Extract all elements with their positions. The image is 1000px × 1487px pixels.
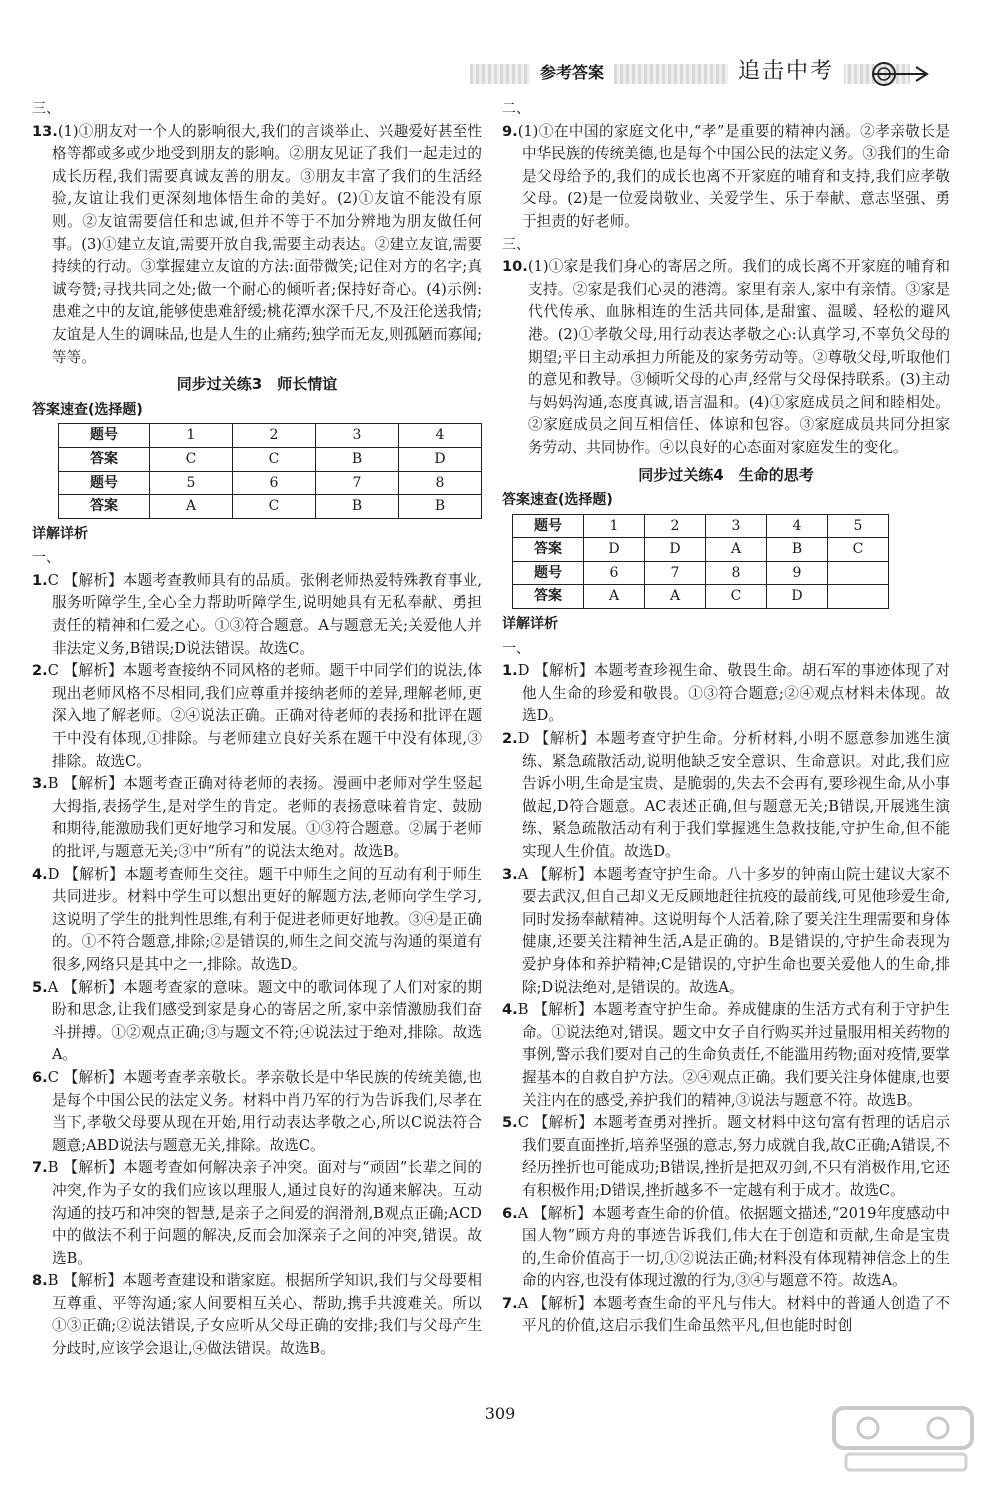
table-cell: D (399, 447, 482, 471)
table-cell: 题号 (59, 471, 150, 495)
detail-label: 详解详析 (502, 616, 558, 633)
item-text: A 【解析】本题考查生命的平凡与伟大。材料中的普通人创造了不平凡的价值,这启示我们生命虽然平凡,但也能时时创 (517, 1294, 950, 1335)
item-text: C 【解析】本题考查教师具有的品质。张俐老师热爱特殊教育事业,服务听障学生,全心全力帮助听障学生,说明她具有无私奉献、勇担责任的精神和仁爱之心。①③符合题意。A与题意无关;关爱他人并非法定义务,B错误;D说法错误。故选C。 (47, 571, 482, 657)
item-text: C 【解析】本题考查勇对挫折。题文材料中这句富有哲理的话启示我们要直面挫折,培养坚强的意志,努力成就自我,故C正确;A错误,不经历挫折也可能成功;B错误,挫折是把双刃剑,不只有消极作用,它还有积极作用;D错误,挫折越多不一定越有利于成才。故选C。 (517, 1114, 950, 1199)
answer-site-watermark-icon (828, 1404, 978, 1476)
section-label: 一、 (502, 640, 530, 657)
answer-item-5 (502, 1112, 950, 1202)
answer-item-6 (502, 1203, 950, 1293)
table-cell: C (233, 495, 316, 519)
item-number: 7. (502, 1294, 518, 1312)
table-cell (828, 585, 889, 609)
quick-check-label: 答案速查(选择题) (32, 401, 143, 418)
item-number: 6. (32, 1068, 48, 1086)
item-number: 6. (502, 1204, 518, 1222)
table-cell: 8 (399, 471, 482, 495)
item-text: B 【解析】本题考查如何解决亲子冲突。面对与“顽固”长辈之间的冲突,作为子女的我们应该以理服人,通过良好的沟通来解决。互动沟通的技巧和冲突的智慧,是亲子之间爱的润滑剂,B观点正确;ACD中的做法不利于问题的解决,反而会加深亲子之间的冲突,错误。故选B。 (47, 1159, 482, 1267)
section-label: 一、 (32, 550, 60, 567)
table-cell: 7 (645, 561, 706, 585)
item-text: A 【解析】本题考查家的意味。题文中的歌词体现了人们对家的期盼和思念,让我们感受到家是身心的寄居之所,家中亲情激励我们奋斗拼搏。①②观点正确;③与题文不符;④说法过于绝对,排除。故选A。 (47, 978, 482, 1064)
table-cell: 2 (233, 424, 316, 448)
answer-item-3 (502, 864, 950, 1000)
table-cell: 4 (767, 514, 828, 538)
item-text: B 【解析】本题考查守护生命。养成健康的生活方式有利于守护生命。①说法绝对,错误。题文中女子自行购买并过量服用相关药物的事例,警示我们要对自己的生命负责任,不能滥用药物;面对疫情,要掌握基本的自救自护方法。②④观点正确。我们要关注身体健康,也要关注内在的感受,养护我们的精神,③说法与题意不符。故选B。 (517, 1001, 950, 1109)
arrow-swirl-icon (870, 60, 930, 88)
section-label: 三、 (32, 101, 60, 117)
header-left-title: 参考答案 (530, 58, 614, 88)
item-text: B 【解析】本题考查正确对待老师的表扬。漫画中老师对学生竖起大拇指,表扬学生,是对学生的肯定。老师的表扬意味着肯定、鼓励和期待,能激励我们更好地学习和发展。①③符合题意。②属于老师的批评,与题意无关;③中“所有”的说法太绝对。故选B。 (47, 775, 482, 860)
quick-check-label: 答案速查(选择题) (502, 492, 613, 509)
item-number: 1. (32, 571, 48, 589)
table-cell: A (150, 495, 233, 519)
item-number: 8. (32, 1272, 48, 1290)
table-cell: C (706, 585, 767, 609)
answer-item-6 (32, 1067, 482, 1157)
table-cell: 2 (645, 514, 706, 538)
answer-item-4 (502, 999, 950, 1112)
exercise-title-3: 同步过关练3 师长情谊 (176, 375, 338, 394)
answer-item-5 (32, 977, 482, 1067)
item-text: A 【解析】本题考查生命的价值。依据题文描述,“2019年度感动中国人物”顾方舟的事迹告诉我们,伟大在于创造和贡献,生命是宝贵的,生命价值高于一切,①②说法正确;材料没有体现精神信念上的生命的内容,也没有体现过激的行为,③④与题意不符。故选A。 (517, 1204, 950, 1290)
header-right-title: 追击中考 (728, 54, 844, 90)
table-row (59, 471, 482, 495)
item-number: 1. (502, 662, 518, 680)
answer-item-4 (32, 864, 482, 977)
table-cell: 5 (828, 514, 889, 538)
table-row (513, 538, 889, 562)
table-row (513, 561, 889, 585)
table-cell: 答案 (59, 447, 150, 471)
item-text: (1)①在中国的家庭文化中,“孝”是重要的精神内涵。②孝亲敬长是中华民族的传统美德,也是每个中国公民的法定义务。③我们的生命是父母给予的,我们的成长也离不开家庭的哺育和支持,我们应孝敬父母。(2)是一位爱岗敬业、关爱学生、乐于奉献、意志坚强、勇于担责的好老师。 (517, 122, 950, 230)
table-cell: B (399, 495, 482, 519)
table-row (59, 495, 482, 519)
table-cell: A (706, 538, 767, 562)
answer-item-1 (32, 570, 482, 660)
table-cell: 1 (584, 514, 645, 538)
item-text: D 【解析】本题考查师生交往。题干中师生之间的互动有利于师生共同进步。材料中学生可以想出更好的解题方法,老师向学生学习,这说明了学生的批判性思维,有利于促进老师更好地教。③④是正确的。①不符合题意,排除;②是错误的,师生之间交流与沟通的渠道有很多,网络只是其中之一,排除。故选D。 (47, 865, 482, 973)
table-cell: 题号 (59, 424, 150, 448)
answer-item-3 (32, 773, 482, 863)
item-number: 9. (502, 122, 518, 140)
item-text: B 【解析】本题考查建设和谐家庭。根据所学知识,我们与父母要相互尊重、平等沟通;家人间要相互关心、帮助,携手共渡难关。所以①③正确;②说法错误,子女应听从父母正确的安排;我们与父母产生分歧时,应该学会退让,④做法错误。故选B。 (47, 1272, 482, 1358)
section-label: 二、 (502, 101, 530, 117)
table-cell: C (828, 538, 889, 562)
table-cell: D (645, 538, 706, 562)
answer-item-1 (502, 660, 950, 728)
page-number: 309 (484, 1404, 516, 1423)
table-cell: 3 (706, 514, 767, 538)
table-cell (828, 561, 889, 585)
table-cell: D (767, 585, 828, 609)
table-cell: 题号 (513, 514, 584, 538)
item-text: A 【解析】本题考查守护生命。八十多岁的钟南山院士建议大家不要去武汉,但自己却义无反顾地赶往抗疫的最前线,可见他珍爱生命,同时发扬奉献精神。这说明每个人活着,除了要关注生理需要和身体健康,还要关注精神生活,A是正确的。B是错误的,守护生命表现为爱护身体和养护精神;C是错误的,守护生命也要关爱他人的生命,排除;D说法绝对,是错误的。故选A。 (517, 865, 950, 996)
item-number: 10. (502, 258, 528, 276)
table-cell: C (150, 447, 233, 471)
table-cell: 答案 (513, 585, 584, 609)
table-row (513, 585, 889, 609)
item-number: 5. (502, 1114, 518, 1132)
answer-table-3 (58, 423, 482, 518)
item-number: 3. (502, 865, 518, 883)
item-number: 2. (32, 662, 48, 680)
table-cell: 1 (150, 424, 233, 448)
table-cell: A (584, 585, 645, 609)
table-cell: 6 (233, 471, 316, 495)
item-text: D 【解析】本题考查珍视生命、敬畏生命。胡石军的事迹体现了对他人生命的珍爱和敬畏。①③符合题意;②④观点材料未体现。故选D。 (517, 662, 950, 725)
answer-item-2 (32, 660, 482, 773)
table-cell: 答案 (513, 538, 584, 562)
item-text: C 【解析】本题考查孝亲敬长。孝亲敬长是中华民族的传统美德,也是每个中国公民的法定义务。材料中肖乃军的行为告诉我们,尽孝在当下,孝敬父母要从现在开始,用行动表达孝敬之心,所以C说法符合题意;ABD说法与题意无关,排除。故选C。 (47, 1068, 482, 1154)
detail-label: 详解详析 (32, 525, 88, 542)
left-column (32, 98, 482, 1361)
section-label: 三、 (502, 236, 530, 253)
item-number: 7. (32, 1159, 48, 1177)
item-text: D 【解析】本题考查守护生命。分析材料,小明不愿意参加逃生演练、紧急疏散活动,说明他缺乏安全意识、生命意识。对此,我们应告诉小明,生命是宝贵、是脆弱的,失去不会再有,要珍视生命,从小事做起,D符合题意。AC表述正确,但与题意无关;B错误,开展逃生演练、紧急疏散活动有利于我们掌握逃生急救技能,守护生命,但不能实现人生价值。故选D。 (517, 730, 950, 860)
table-cell: 题号 (513, 561, 584, 585)
table-row (513, 514, 889, 538)
item-number: 4. (502, 1001, 518, 1019)
table-cell: B (316, 495, 399, 519)
item-text: (1)①家是我们身心的寄居之所。我们的成长离不开家庭的哺育和支持。②家是我们心灵的港湾。家里有亲人,家中有亲情。③家是代代传承、血脉相连的生活共同体,是甜蜜、温暖、轻松的避风港。(2)①孝敬父母,用行动表达孝敬之心:认真学习,不辜负父母的期望;平日主动承担力所能及的家务劳动等。②尊敬父母,听取他们的意见和教导。③倾听父母的心声,经常与父母保持联系。(3)主动与妈妈沟通,态度真诚,语言温和。(4)①家庭成员之间和睦相处。②家庭成员之间互相信任、体谅和包容。③家庭成员共同分担家务劳动、共同协作。④以良好的心态面对家庭发生的变化。 (527, 258, 950, 456)
table-cell: B (316, 447, 399, 471)
item-number: 5. (32, 978, 48, 996)
item-number: 3. (32, 775, 48, 793)
page-header (470, 58, 940, 92)
item-number: 4. (32, 865, 48, 883)
item-number: 2. (502, 730, 518, 748)
table-cell: 5 (150, 471, 233, 495)
table-cell: 4 (399, 424, 482, 448)
item-text: C 【解析】本题考查接纳不同风格的老师。题干中同学们的说法,体现出老师风格不尽相同,我们应尊重并接纳老师的差异,理解老师,更深入地了解老师。②④说法正确。正确对待老师的表扬和批评在题干中没有体现,①排除。与老师建立良好关系在题干中没有体现,③排除。故选C。 (47, 662, 482, 770)
answer-table-4 (512, 514, 889, 609)
answer-item-7 (502, 1293, 950, 1338)
right-column (502, 98, 950, 1338)
table-cell: 9 (767, 561, 828, 585)
table-cell: 8 (706, 561, 767, 585)
answer-item-9 (502, 121, 950, 234)
answer-item-13 (32, 121, 482, 370)
table-cell: C (233, 447, 316, 471)
answer-item-7 (32, 1157, 482, 1270)
answer-item-2 (502, 728, 950, 864)
item-text: (1)①朋友对一个人的影响很大,我们的言谈举止、兴趣爱好甚至性格等都或多或少地受到朋友的影响。②朋友见证了我们一起走过的成长历程,我们需要真诚友善的朋友。③朋友丰富了我们的生活经验,友谊让我们更深刻地体悟生命的美好。(2)①友谊不能没有原则。②友谊需要信任和忠诚,但并不等于不加分辨地为朋友做任何事。(3)①建立友谊,需要开放自我,需要主动表达。②建立友谊,需要持续的行动。③掌握建立友谊的方法:面带微笑;记住对方的名字;真诚夸赞;寻找共同之处;做一个耐心的倾听者;保持好奇心。(4)示例:患难之中的友谊,能够使患难舒缓;桃花潭水深千尺,不及汪伦送我情;友谊是人生的调味品,也是人生的止痛药;独学而无友,则孤陋而寡闻;等等。 (52, 122, 482, 366)
table-cell: B (767, 538, 828, 562)
item-number: 13. (32, 122, 58, 140)
table-cell: 6 (584, 561, 645, 585)
table-cell: 答案 (59, 495, 150, 519)
exercise-title-4: 同步过关练4 生命的思考 (638, 465, 814, 484)
table-cell: A (645, 585, 706, 609)
table-cell: 3 (316, 424, 399, 448)
table-cell: D (584, 538, 645, 562)
answer-item-8 (32, 1270, 482, 1360)
table-row (59, 424, 482, 448)
table-row (59, 447, 482, 471)
table-cell: 7 (316, 471, 399, 495)
answer-item-10 (502, 256, 950, 459)
